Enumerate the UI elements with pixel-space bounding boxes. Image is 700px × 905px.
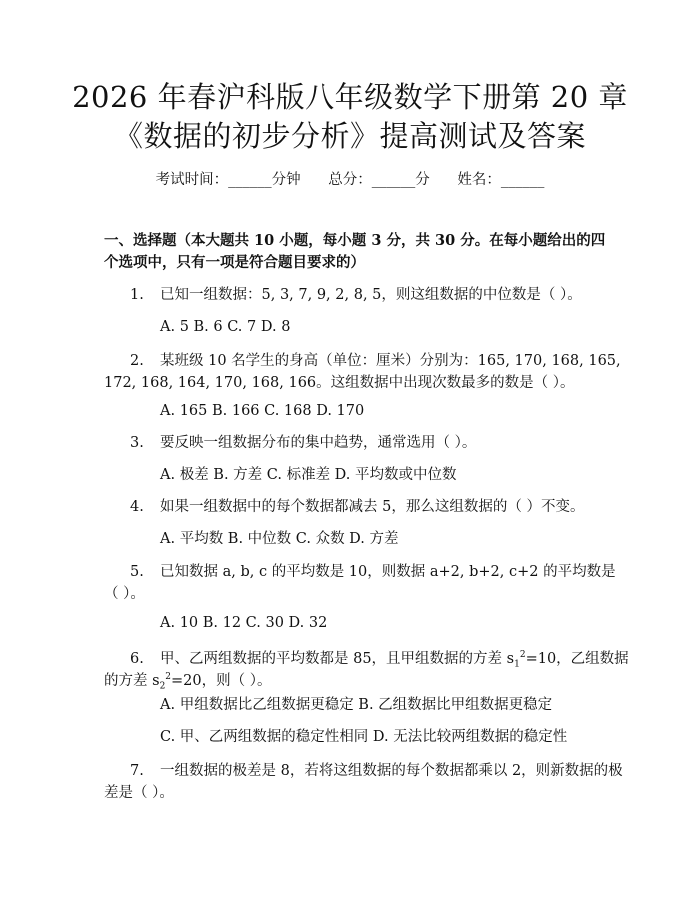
question-text-line-1b: =10，乙组数据 (525, 650, 629, 667)
question-7-line-2: 差是（ ）。 (104, 785, 174, 801)
question-text: 要反映一组数据分布的集中趋势，通常选用（ ）。 (160, 435, 477, 451)
title-line-2: 《数据的初步分析》提高测试及答案 (113, 119, 586, 153)
subscript: 1 (514, 659, 520, 670)
question-number: 1. (130, 287, 144, 303)
question-2-line-2: 172, 168, 164, 170, 168, 166。这组数据中出现次数最多的数是（ ）。 (104, 375, 575, 391)
title-line-1: 2026 年春沪科版八年级数学下册第 20 章 (72, 80, 628, 114)
question-4 (104, 496, 609, 518)
question-number: 7. (130, 763, 144, 779)
superscript: 2 (165, 672, 172, 682)
question-text-line-1: 某班级 10 名学生的身高（单位：厘米）分别为：165, 170, 168, 165, (160, 353, 621, 369)
question-number: 5. (130, 564, 144, 580)
subscript: 2 (159, 681, 166, 692)
question-5 (104, 561, 616, 583)
question-7 (104, 760, 623, 782)
question-3 (104, 432, 609, 454)
question-6-options-2: C. 甲、乙两组数据的稳定性相同 D. 无法比较两组数据的稳定性 (160, 729, 568, 745)
question-text-line-2b: =20，则（ ）。 (171, 672, 272, 689)
question-text-line-1: 一组数据的极差是 8，若将这组数据的每个数据都乘以 2，则新数据的极 (160, 763, 623, 779)
question-text: 已知一组数据：5, 3, 7, 9, 2, 8, 5，则这组数据的中位数是（ ）。 (160, 287, 582, 303)
question-1-options: A. 5 B. 6 C. 7 D. 8 (160, 319, 291, 335)
question-number: 2. (130, 353, 144, 369)
question-2 (104, 350, 621, 372)
question-5-options: A. 10 B. 12 C. 30 D. 32 (160, 615, 328, 631)
question-text-line-1: 已知数据 a, b, c 的平均数是 10，则数据 a+2, b+2, c+2 的平均数是 (160, 564, 616, 580)
question-4-options: A. 平均数 B. 中位数 C. 众数 D. 方差 (160, 531, 399, 547)
question-3-options: A. 极差 B. 方差 C. 标准差 D. 平均数或中位数 (160, 467, 457, 483)
question-text: 如果一组数据中的每个数据都减去 5，那么这组数据的（ ）不变。 (160, 499, 585, 515)
question-5-line-2: （ ）。 (104, 586, 145, 602)
question-6-options-1: A. 甲组数据比乙组数据更稳定 B. 乙组数据比甲组数据更稳定 (160, 697, 553, 713)
section-heading: 一、选择题（本大题共 10 小题，每小题 3 分，共 30 分。在每小题给出的四个选项中，只有一项是符合题目要求的） (104, 232, 606, 271)
question-1 (104, 284, 609, 306)
question-number: 4. (130, 499, 144, 515)
superscript: 2 (519, 650, 526, 660)
question-2-options: A. 165 B. 166 C. 168 D. 170 (160, 403, 365, 419)
question-text-line-1a: 甲、乙两组数据的平均数都是 85，且甲组数据的方差 s (160, 650, 515, 667)
question-text-line-2a: 的方差 s (104, 672, 160, 689)
question-6-line-2 (104, 666, 609, 698)
question-number: 3. (130, 435, 144, 451)
exam-meta: 考试时间：______分钟 总分：______分 姓名：______ (155, 172, 545, 188)
question-number: 6. (130, 650, 144, 667)
